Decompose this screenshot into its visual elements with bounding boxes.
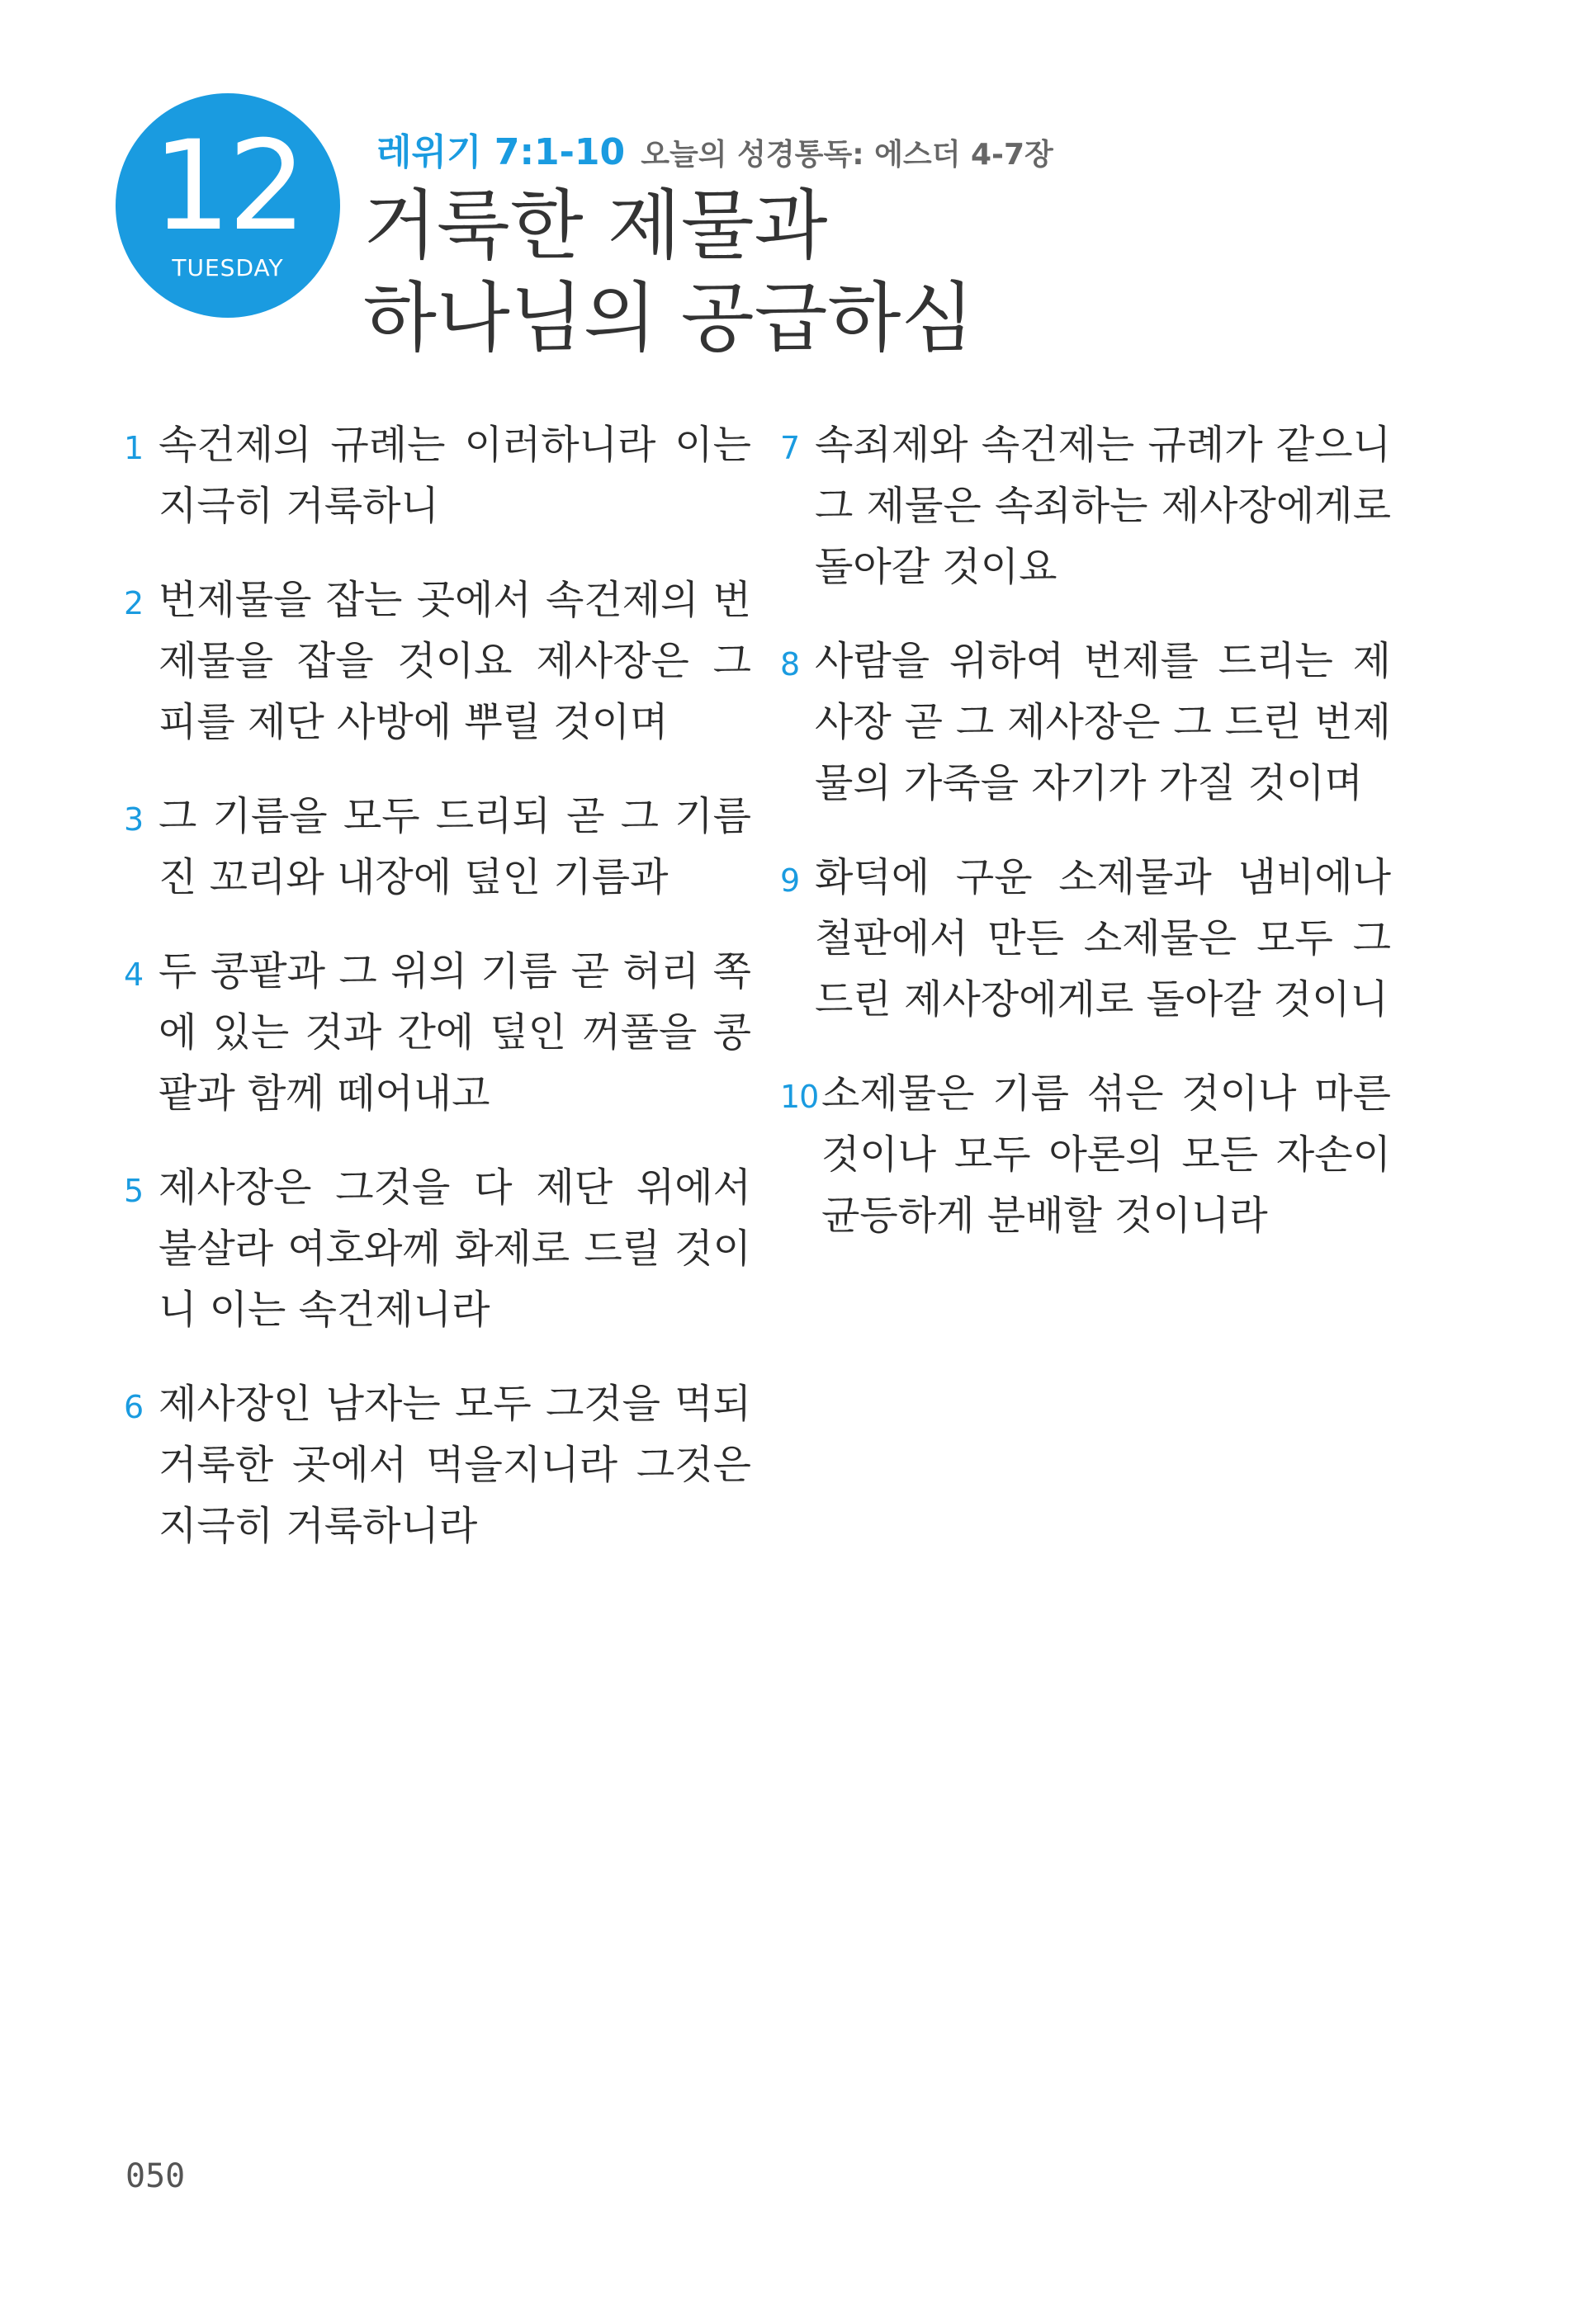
- verse: [124, 786, 751, 908]
- title-line-2: 하나님의 공급하심: [363, 274, 975, 362]
- verse-text: 그 기름을 모두 드리되 곧 그 기름진 꼬리와 내장에 덮인 기름과: [158, 793, 751, 900]
- verse-number: 10: [780, 1079, 819, 1115]
- verse: [124, 1373, 751, 1556]
- verse: [124, 414, 751, 536]
- verse-text: 소제물은 기름 섞은 것이나 마른 것이나 모두 아론의 모든 자손이 균등하게 분배할 것이니라: [821, 1070, 1391, 1239]
- verse-number: 2: [124, 585, 144, 621]
- title-line-1: 거룩한 제물과: [363, 182, 828, 270]
- verse-number: 5: [124, 1173, 144, 1209]
- daily-reading: 오늘의 성경통독: 에스더 4-7장: [641, 138, 1053, 172]
- verse-text: 화덕에 구운 소제물과 냄비에나 철판에서 만든 소제물은 모두 그 드린 제사장에게로 돌아갈 것이니: [815, 854, 1391, 1023]
- verse: [780, 847, 1391, 1030]
- verse-text: 제사장인 남자는 모두 그것을 먹되 거룩한 곳에서 먹을지니라 그것은 지극히 거룩하니라: [158, 1381, 751, 1549]
- verse: [780, 631, 1391, 814]
- verse-text: 속건제의 규례는 이러하니라 이는 지극히 거룩하니: [158, 422, 751, 529]
- verse: [124, 1157, 751, 1340]
- date-day: 12: [152, 115, 304, 258]
- verses-column-left: [124, 414, 751, 1589]
- verse: [124, 941, 751, 1124]
- verse: [780, 414, 1391, 598]
- page-number: 050: [125, 2157, 186, 2195]
- verse: [124, 569, 751, 753]
- verse-number: 7: [780, 430, 800, 466]
- page-title: [363, 180, 974, 365]
- header-reference: [376, 122, 1053, 175]
- passage-reference: 레위기 7:1-10: [376, 131, 626, 173]
- verse-number: 3: [124, 801, 144, 838]
- verse-number: 1: [124, 430, 144, 466]
- verse-text: 사람을 위하여 번제를 드리는 제사장 곧 그 제사장은 그 드린 번제물의 가죽을 자기가 가질 것이며: [815, 638, 1391, 806]
- verse-number: 8: [780, 646, 800, 683]
- verse-number: 4: [124, 957, 144, 993]
- verse-text: 속죄제와 속건제는 규례가 같으니 그 제물은 속죄하는 제사장에게로 돌아갈 것이요: [815, 422, 1391, 590]
- verses-column-right: [780, 414, 1391, 1279]
- verse-text: 제사장은 그것을 다 제단 위에서 불살라 여호와께 화제로 드릴 것이니 이는 속건제니라: [158, 1164, 751, 1333]
- date-badge: [116, 93, 340, 318]
- verse-number: 9: [780, 862, 800, 899]
- verse-number: 6: [124, 1389, 144, 1425]
- verse: [780, 1063, 1391, 1246]
- verse-text: 두 콩팥과 그 위의 기름 곧 허리 쪽에 있는 것과 간에 덮인 꺼풀을 콩팥과 함께 떼어내고: [158, 948, 751, 1117]
- date-weekday: TUESDAY: [172, 254, 284, 281]
- verse-text: 번제물을 잡는 곳에서 속건제의 번제물을 잡을 것이요 제사장은 그 피를 제단 사방에 뿌릴 것이며: [158, 577, 751, 745]
